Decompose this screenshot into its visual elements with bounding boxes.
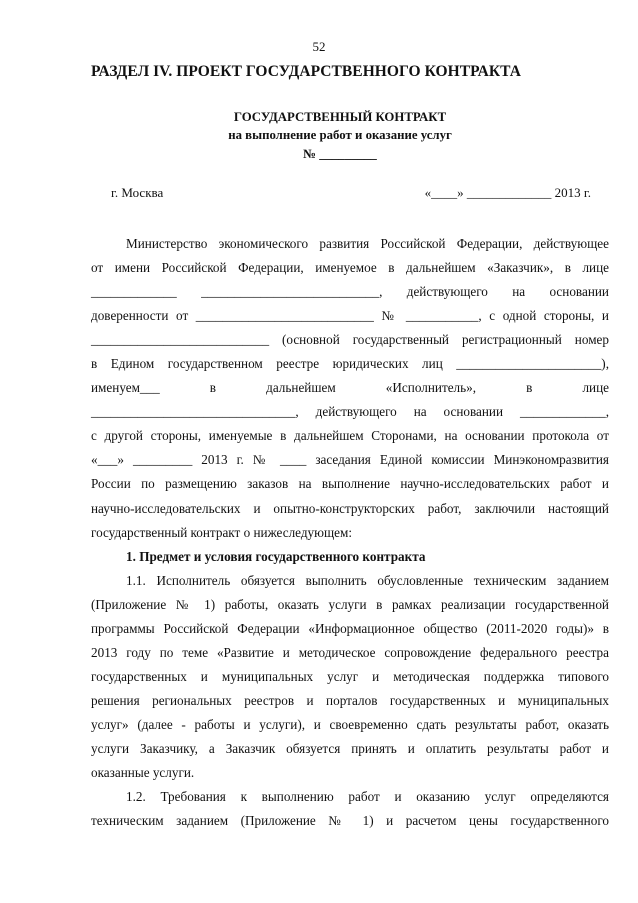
text-line: 1.2. Требования к выполнению работ и оказанию услуг определяются (126, 789, 609, 805)
contract-title: ГОСУДАРСТВЕННЫЙ КОНТРАКТ (233, 110, 447, 124)
text-line: научно-исследовательских и опытно-конструкторских работ, заключили настоящий (91, 500, 609, 516)
contract-body (91, 232, 609, 833)
contract-number: № _________ (303, 147, 377, 161)
text-line: доверенности от ___________________________ № ___________, с одной стороны, и (91, 308, 609, 324)
text-line: государственный контракт о нижеследующем: (91, 524, 353, 540)
text-line: в Едином государственном реестре юридических лиц ______________________), (91, 356, 609, 372)
text-line: «___» _________ 2013 г. № ____ заседания Единой комиссии Минэкономразвития (91, 452, 609, 468)
text-line: техническим заданием (Приложение № 1) и расчетом цены государственного (91, 813, 609, 829)
place-date-line (111, 185, 591, 201)
text-line: ___________________________ (основной государственный регистрационный номер (91, 332, 609, 348)
text-line: решения региональных реестров и порталов государственных и муниципальных (91, 692, 609, 708)
text-line: с другой стороны, именуемые в дальнейшем Сторонами, на основании протокола от (91, 428, 609, 444)
text-line: _____________ ___________________________, действующего на основании (91, 284, 609, 300)
page-number: 52 (312, 39, 326, 54)
text-line: от имени Российской Федерации, именуемое в дальнейшем «Заказчик», в лице (91, 260, 609, 276)
text-line: программы Российской Федерации «Информационное общество (2011-2020 годы)» в (91, 620, 609, 636)
text-line: 1.1. Исполнитель обязуется выполнить обусловленные техническим заданием (126, 572, 609, 588)
text-line: именуем___ в дальнейшем «Исполнитель», в лице (91, 380, 609, 396)
text-line: России по размещению заказов на выполнение научно-исследовательских работ и (91, 476, 609, 492)
text-line: оказанные услуги. (91, 765, 195, 781)
text-line: Министерство экономического развития Российской Федерации, действующее (126, 236, 609, 251)
contract-subtitle: на выполнение работ и оказание услуг (228, 128, 452, 142)
contract-place: г. Москва (111, 185, 164, 200)
text-line: государственных и муниципальных услуг и методическая поддержка типового (91, 668, 609, 684)
contract-date: «____» _____________ 2013 г. (424, 185, 591, 200)
text-line: (Приложение № 1) работы, оказать услуги в рамках реализации государственной (91, 596, 609, 612)
text-line: услуги Заказчику, а Заказчик обязуется принять и оплатить результаты работ и (91, 740, 609, 756)
section-heading: 1. Предмет и условия государственного контракта (126, 548, 426, 564)
text-line: услуг» (далее - работы и услуги), и своевременно сдать результаты работ, оказать (91, 716, 609, 732)
section-title: РАЗДЕЛ IV. ПРОЕКТ ГОСУДАРСТВЕННОГО КОНТРАКТА (91, 63, 522, 80)
text-line: _______________________________, действующего на основании _____________, (91, 404, 609, 420)
text-line: 2013 году по теме «Развитие и методическое сопровождение федерального реестра (91, 644, 609, 660)
